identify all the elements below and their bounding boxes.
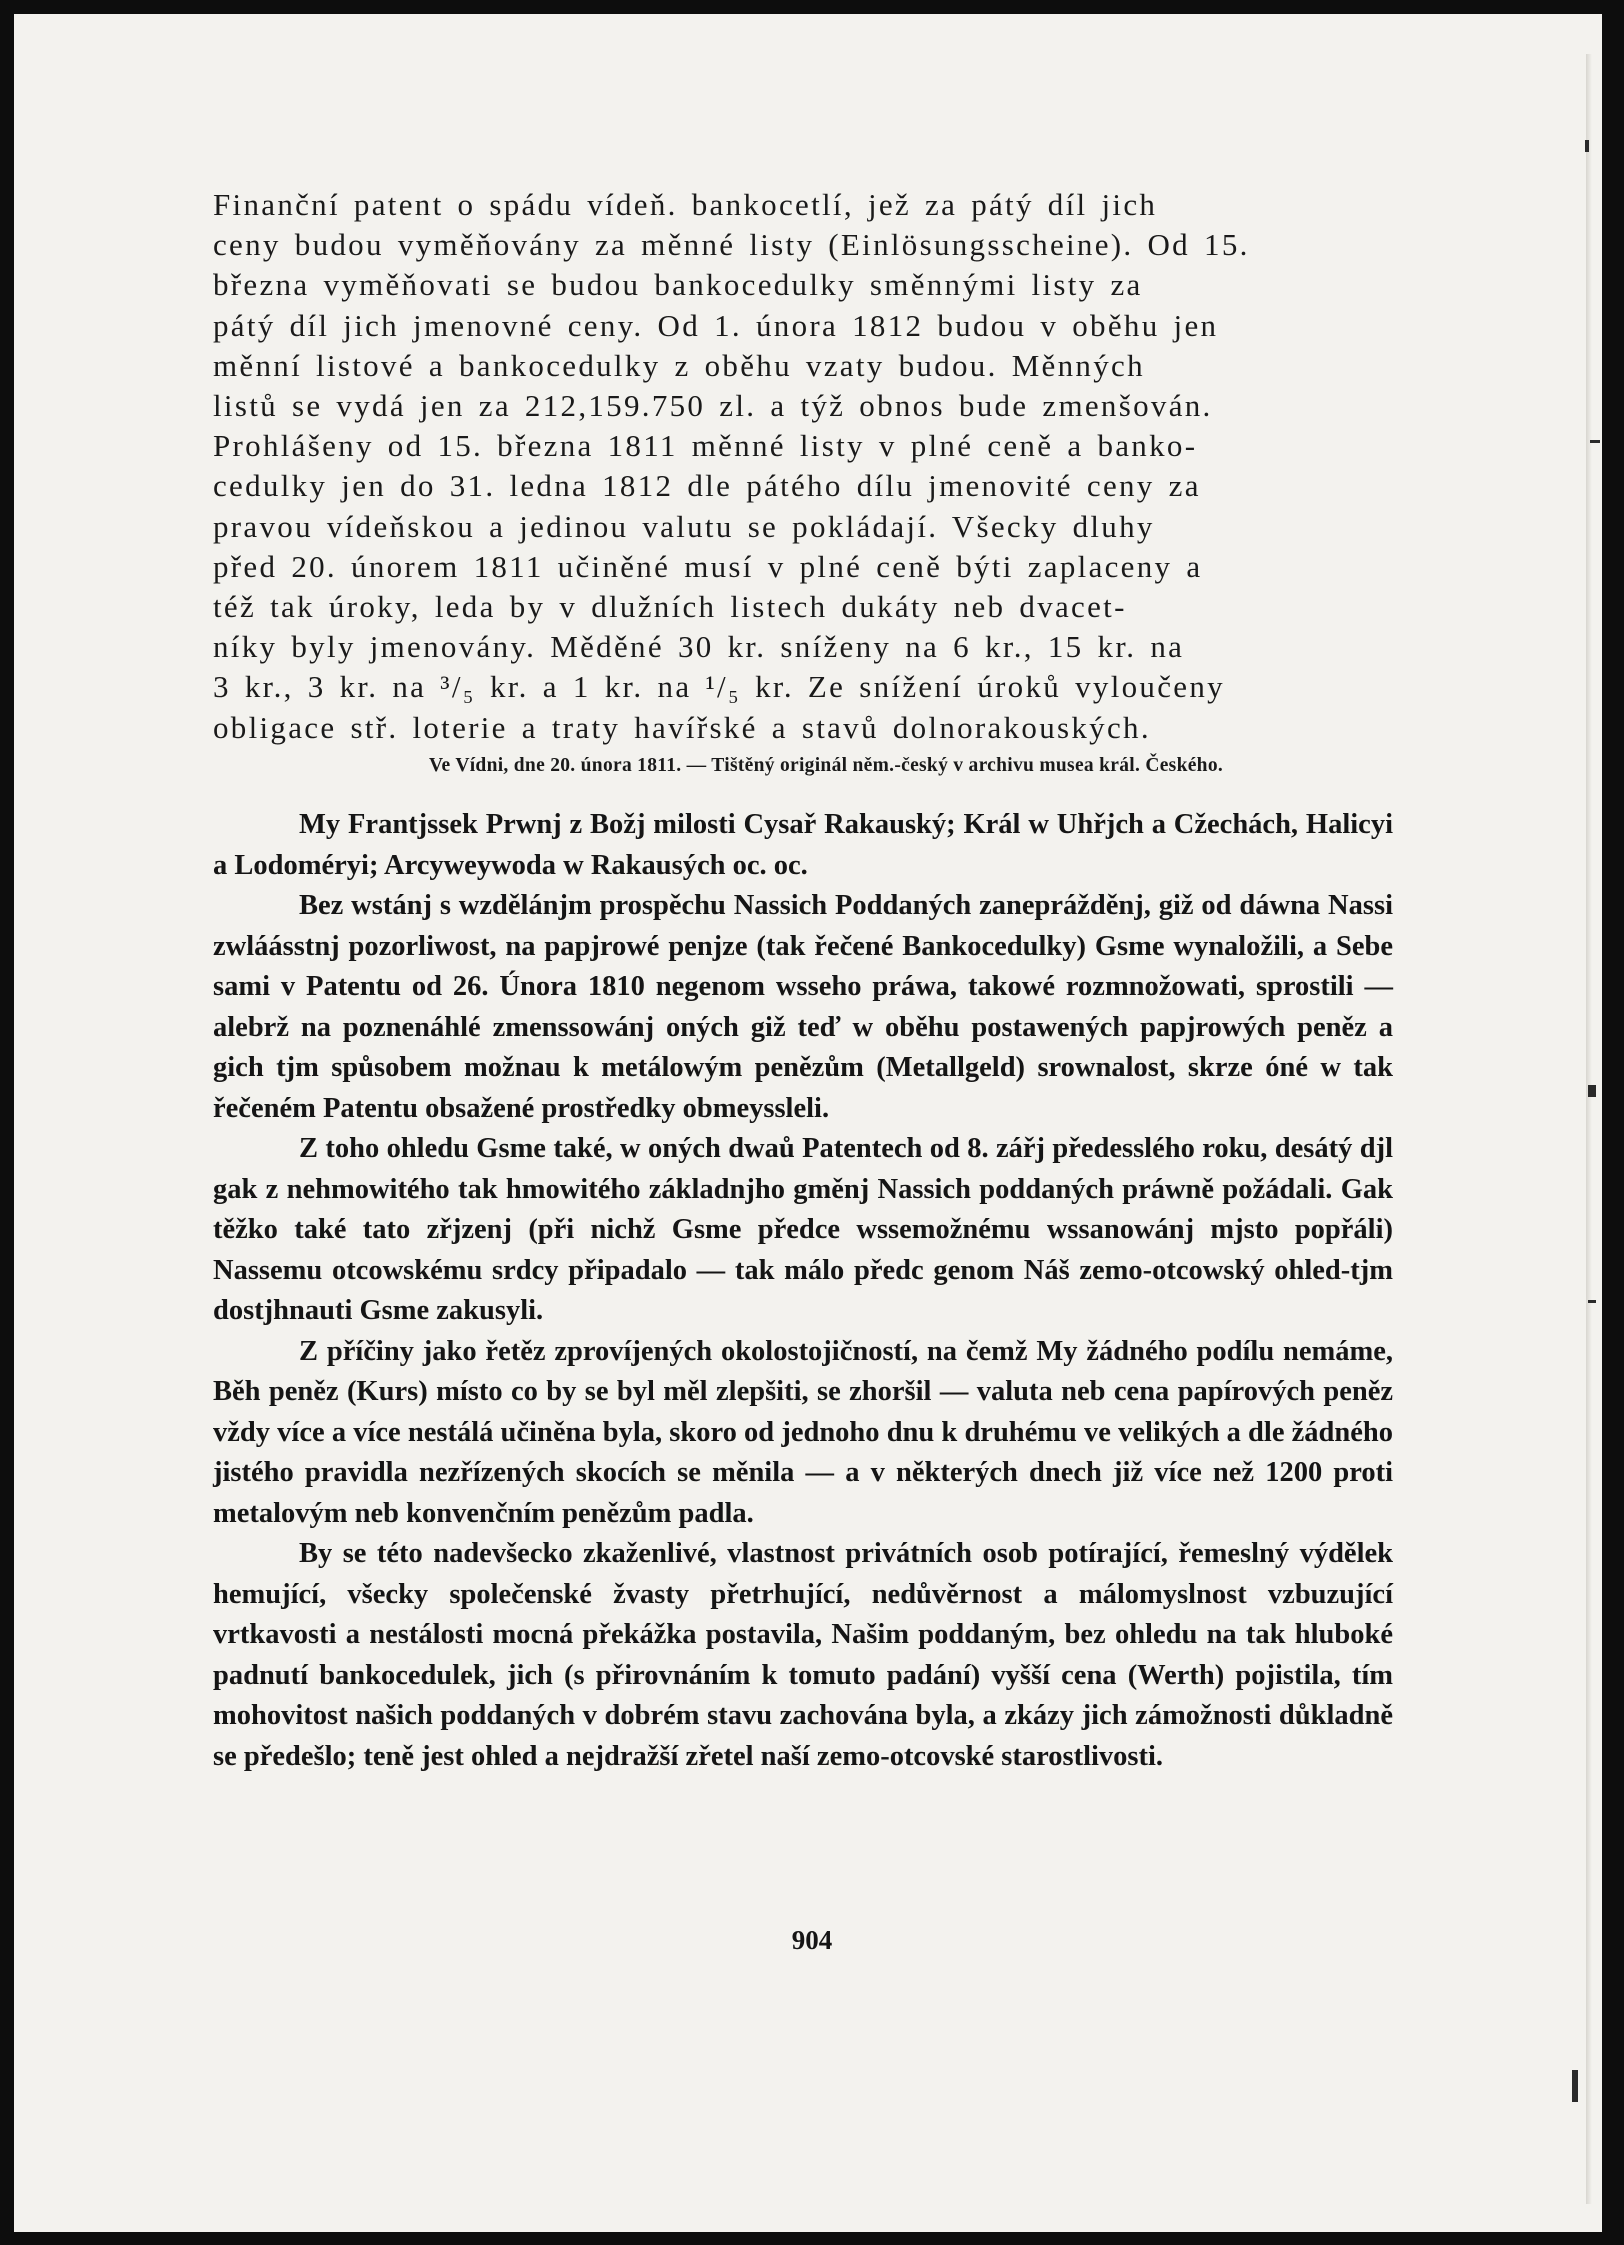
summary-line: března vyměňovati se budou bankocedulky směnnými listy za	[213, 267, 1143, 303]
scan-mark	[1588, 1300, 1596, 1303]
page-edge-shadow	[1586, 54, 1592, 2204]
proclamation-text	[213, 805, 1393, 1777]
summary-line: ceny budou vyměňovány za měnné listy (Einlösungsscheine). Od 15.	[213, 227, 1250, 263]
summary-line: listů se vydá jen za 212,159.750 zl. a týž obnos bude zmenšován.	[213, 388, 1213, 424]
summary-line: Prohlášeny od 15. března 1811 měnné listy v plné ceně a banko-	[213, 428, 1198, 464]
scan-mark	[1588, 1085, 1596, 1097]
scan-mark	[1572, 2070, 1578, 2102]
proclamation-intro: My Frantjssek Prwnj z Božj milosti Cysař Rakauský; Král w Uhřjch a Cžechách, Halicyi a Lodoméryi; Arcyweywoda w Rakausých oc. oc.	[213, 809, 1393, 881]
scan-mark	[1585, 140, 1589, 152]
finance-patent-summary	[213, 185, 1393, 748]
proclamation-paragraph: Z příčiny jako řetěz zprovíjených okolostojičností, na čemž My žádného podílu nemáme, Běh peněz (Kurs) místo co by se byl měl zlepšiti, se zhoršil — valuta neb cena papírových peněz vždy více a více nestálá učiněna byla, skoro od jednoho dnu k druhému ve velikých a dle žádného jistého pravidla nezřízených skocích se měnila — a v některých dnech již více než 1200 proti metalovým neb konvenčním penězům padla.	[213, 1335, 1393, 1529]
summary-line: měnní listové a bankocedulky z oběhu vzaty budou. Měnných	[213, 347, 1145, 383]
source-note: Ve Vídni, dne 20. února 1811. — Tištěný originál něm.-český v archivu musea král. Českého.	[428, 755, 1224, 776]
summary-line: pátý díl jich jmenovné ceny. Od 1. února 1812 budou v oběhu jen	[213, 307, 1219, 343]
proclamation-paragraph: By se této nadevšecko zkaženlivé, vlastnost privátních osob potírající, řemeslný výdělek hemující, všecky společenské žvasty přetrhující, nedůvěrnost a málomyslnost vzbuzující vrtkavosti a nestálosti mocná překážka postavila, Našim poddaným, bez ohledu na tak hluboké padnutí bankocedulek, jich (s přirovnáním k tomuto padání) vyšší cena (Werth) pojistila, tím mohovitost našich poddaných v dobrém stavu zachována byla, a zkázy jich zámožnosti důkladně se předešlo; teně jest ohled a nejdražší zřetel naší zemo-otcovské starostlivosti.	[213, 1538, 1393, 1772]
page-number: 904	[791, 1925, 833, 1955]
summary-line: cedulky jen do 31. ledna 1812 dle pátého dílu jmenovité ceny za	[213, 468, 1201, 504]
summary-line: 3 kr., 3 kr. na ³/₅ kr. a 1 kr. na ¹/₅ kr. Ze snížení úroků vyloučeny	[213, 669, 1225, 705]
summary-line: též tak úroky, leda by v dlužních listech dukáty neb dvacet-	[213, 589, 1127, 625]
proclamation-paragraph: Z toho ohledu Gsme také, w oných dwaů Patentech od 8. zářj předesslého roku, desátý djl gak z nehmowitého tak hmowitého základnjho gměnj Nassich poddaných práwně požádali. Gak těžko také tato zřjzenj (při nichž Gsme předce wssemožnému wssanowánj mjsto popřáli) Nassemu otcowskému srdcy připadalo — tak málo předc genom Náš zemo-otcowský ohled-tjm dostjhnauti Gsme zakusyli.	[213, 1133, 1393, 1326]
summary-line: pravou vídeňskou a jedinou valutu se pokládají. Všecky dluhy	[213, 508, 1155, 544]
summary-line: obligace stř. loterie a traty havířské a stavů dolnorakouských.	[213, 709, 1151, 745]
scan-mark	[1590, 440, 1600, 443]
proclamation-paragraph: Bez wstánj s wzdělánjm prospěchu Nassich Poddaných zaneprážděnj, giž od dáwna Nassi zwláásstnj pozorliwost, na papjrowé penjze (tak řečené Bankocedulky) Gsme wynaložili, a Sebe sami v Patentu od 26. Února 1810 negenom wsseho práwa, takowé rozmnožowati, sprostili — alebrž na poznenáhlé zmenssowánj oných giž teď w oběhu postawených papjrowých peněz a gich tjm spůsobem možnau k metálowým penězům (Metallgeld) srownalost, skrze óné w tak řečeném Patentu obsažené prostředky obmeyssleli.	[213, 890, 1393, 1124]
summary-line: Finanční patent o spádu vídeň. bankocetlí, jež za pátý díl jich	[213, 187, 1158, 222]
summary-line: před 20. únorem 1811 učiněné musí v plné ceně býti zaplaceny a	[213, 548, 1203, 584]
summary-line: níky byly jmenovány. Měděné 30 kr. sníženy na 6 kr., 15 kr. na	[213, 629, 1185, 665]
